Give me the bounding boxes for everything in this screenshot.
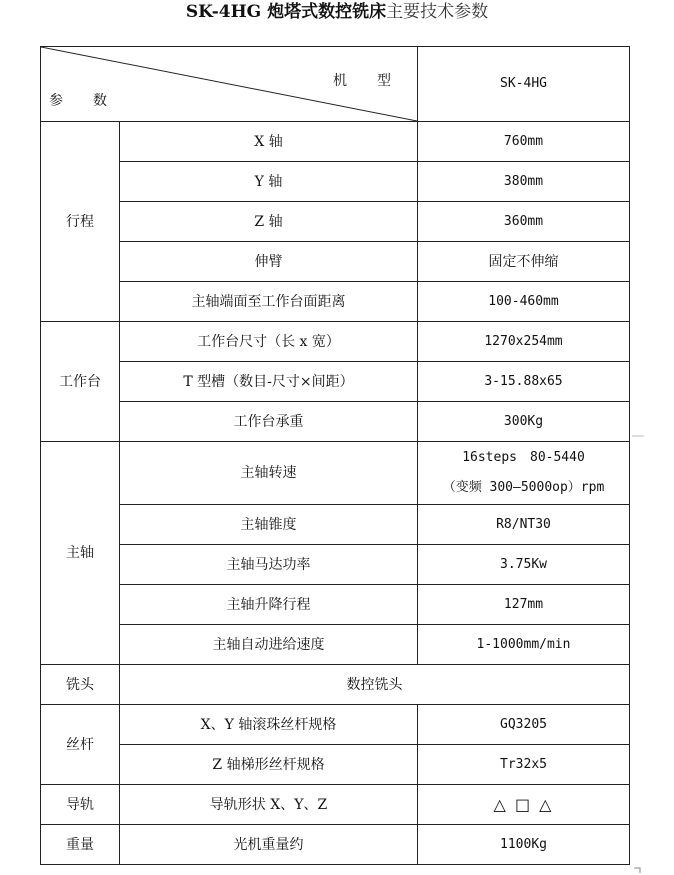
table-row — [41, 705, 630, 745]
title-main: SK-4HG 炮塔式数控铣床 — [185, 2, 387, 22]
table-row — [41, 585, 630, 625]
param-value: 127mm — [418, 585, 630, 625]
group-label: 导轨 — [41, 785, 120, 825]
table-row — [41, 282, 630, 322]
spindle-speed-vfd: （变频 300—5000op）rpm — [442, 480, 605, 495]
header-row — [41, 47, 630, 122]
param-value: 数控铣头 — [120, 665, 630, 705]
param-name: 主轴端面至工作台面距离 — [120, 282, 418, 322]
diagonal-header-cell — [41, 47, 418, 122]
param-name: 主轴马达功率 — [120, 545, 418, 585]
param-name: 光机重量约 — [120, 825, 418, 865]
document-title — [0, 0, 674, 26]
model-label: 机 型 — [333, 73, 399, 89]
table-row — [41, 785, 630, 825]
group-label: 行程 — [41, 122, 120, 322]
param-name: Y 轴 — [120, 162, 418, 202]
param-name: X、Y 轴滚珠丝杆规格 — [120, 705, 418, 745]
group-label: 主轴 — [41, 442, 120, 665]
param-name: Z 轴梯形丝杆规格 — [120, 745, 418, 785]
guide-shape-symbols: △ □ △ — [418, 785, 630, 825]
param-value: 1100Kg — [418, 825, 630, 865]
param-name: T 型槽（数目-尺寸×间距） — [120, 362, 418, 402]
param-value: 380mm — [418, 162, 630, 202]
param-name: X 轴 — [120, 122, 418, 162]
group-label: 重量 — [41, 825, 120, 865]
param-name: 伸臂 — [120, 242, 418, 282]
param-value: 3.75Kw — [418, 545, 630, 585]
spec-table — [40, 46, 630, 865]
table-row — [41, 202, 630, 242]
param-name: 主轴升降行程 — [120, 585, 418, 625]
param-label: 参 数 — [49, 93, 115, 109]
param-value: 固定不伸缩 — [418, 242, 630, 282]
spindle-speed-steps: 16steps 80-5440 — [462, 450, 585, 465]
table-row — [41, 122, 630, 162]
param-name: 工作台尺寸（长 x 宽） — [120, 322, 418, 362]
param-name: 主轴自动进给速度 — [120, 625, 418, 665]
param-name: 工作台承重 — [120, 402, 418, 442]
param-value: 100-460mm — [418, 282, 630, 322]
param-name: 主轴转速 — [120, 442, 418, 505]
param-value: 360mm — [418, 202, 630, 242]
param-value: Tr32x5 — [418, 745, 630, 785]
table-row — [41, 505, 630, 545]
model-value: SK-4HG — [418, 47, 630, 122]
param-value: 1-1000mm/min — [418, 625, 630, 665]
param-value: R8/NT30 — [418, 505, 630, 545]
title-sub: 主要技术参数 — [386, 2, 489, 22]
table-row — [41, 825, 630, 865]
param-name: 导轨形状 X、Y、Z — [120, 785, 418, 825]
corner-mark — [632, 432, 644, 440]
table-row — [41, 745, 630, 785]
group-label: 铣头 — [41, 665, 120, 705]
param-value: 3-15.88x65 — [418, 362, 630, 402]
table-row — [41, 442, 630, 505]
param-name: Z 轴 — [120, 202, 418, 242]
table-row — [41, 362, 630, 402]
group-label: 工作台 — [41, 322, 120, 442]
param-value: 760mm — [418, 122, 630, 162]
table-row — [41, 162, 630, 202]
group-label: 丝杆 — [41, 705, 120, 785]
paragraph-mark — [634, 866, 648, 874]
param-value: 300Kg — [418, 402, 630, 442]
param-value-multiline — [418, 442, 630, 505]
table-row — [41, 322, 630, 362]
param-value: GQ3205 — [418, 705, 630, 745]
param-value: 1270x254mm — [418, 322, 630, 362]
table-row — [41, 545, 630, 585]
param-name: 主轴锥度 — [120, 505, 418, 545]
table-row — [41, 625, 630, 665]
table-row — [41, 665, 630, 705]
table-row — [41, 402, 630, 442]
table-row — [41, 242, 630, 282]
